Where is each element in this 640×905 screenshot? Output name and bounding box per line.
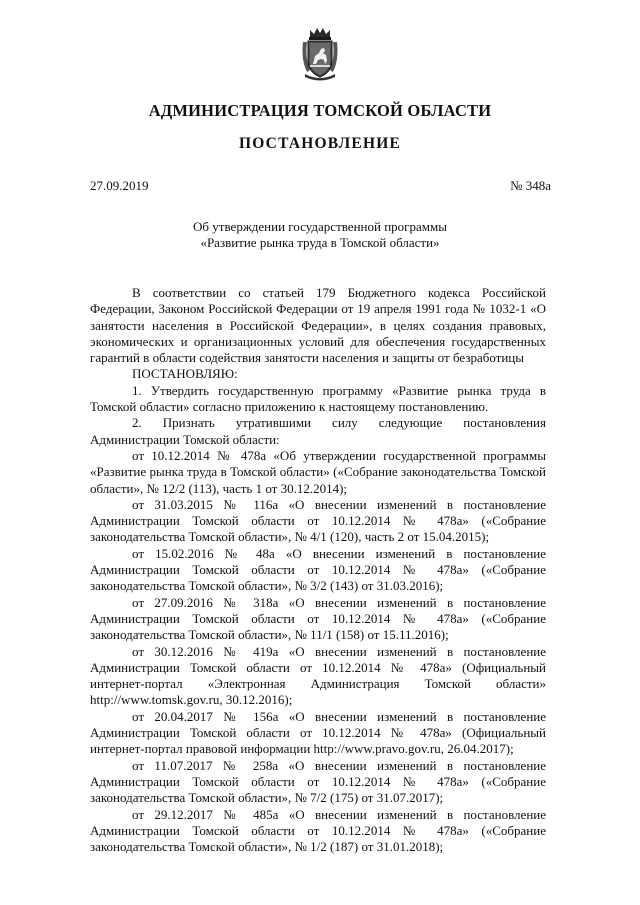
document-body [90, 285, 546, 855]
item-paragraph: 2. Признать утратившими силу следующие постановления Администрации Томской области: [90, 415, 546, 447]
tomsk-coat-of-arms-icon [301, 26, 339, 84]
resolve-heading: ПОСТАНОВЛЯЮ: [132, 366, 238, 382]
repealed-act-paragraph: от 30.12.2016 № 419а «О внесении изменений в постановление Администрации Томской области от 10.12.2014 № 478а» (Официальный интернет-портал «Электронная Администрация Томской области» http://www.tomsk.gov.ru, 30.12.2016); [90, 643, 546, 708]
document-type: ПОСТАНОВЛЕНИЕ [238, 135, 402, 152]
repealed-act-paragraph: от 29.12.2017 № 485а «О внесении изменений в постановление Администрации Томской области от 10.12.2014 № 478а» («Собрание законодательства Томской области», № 1/2 (187) от 31.01.2018); [90, 806, 546, 855]
repealed-act-paragraph: от 10.12.2014 № 478а «Об утверждении государственной программы «Развитие рынка труда в Томской области» («Собрание законодательства Томской области», № 12/2 (113), часть 1 от 30.12.2014); [90, 447, 546, 496]
subject-line: Об утверждении государственной программы [193, 219, 447, 234]
repealed-act-paragraph: от 20.04.2017 № 156а «О внесении изменений в постановление Администрации Томской области от 10.12.2014 № 478а» (Официальный интернет-портал правовой информации http://www.pravo.gov.ru, 26.04.2017); [90, 708, 546, 757]
document-number: № 348а [510, 178, 551, 193]
item-paragraph: 1. Утвердить государственную программу «Развитие рынка труда в Томской области» согласно приложению к настоящему постановлению. [90, 382, 546, 415]
organization-title: АДМИНИСТРАЦИЯ ТОМСКОЙ ОБЛАСТИ [148, 101, 492, 120]
repealed-act-paragraph: от 31.03.2015 № 116а «О внесении изменений в постановление Администрации Томской области от 10.12.2014 № 478а» («Собрание законодательства Томской области», № 4/1 (120), часть 2 от 15.04.2015); [90, 496, 546, 545]
repealed-act-paragraph: от 27.09.2016 № 318а «О внесении изменений в постановление Администрации Томской области от 10.12.2014 № 478а» («Собрание законодательства Томской области», № 11/1 (158) от 15.11.2016); [90, 594, 546, 643]
repealed-act-paragraph: от 11.07.2017 № 258а «О внесении изменений в постановление Администрации Томской области от 10.12.2014 № 478а» («Собрание законодательства Томской области», № 7/2 (175) от 31.07.2017); [90, 757, 546, 806]
document-date: 27.09.2019 [90, 178, 149, 193]
preamble-paragraph: В соответствии со статьей 179 Бюджетного кодекса Российской Федерации, Законом Российской Федерации от 19 апреля 1991 года № 1032-1 «О занятости населения в Российской Федерации», в целях создания правовых, экономических и организационных условий для обеспечения государственных гарантий в области содействия занятости населения и защиты от безработицы [90, 285, 546, 366]
subject-line: «Развитие рынка труда в Томской области» [200, 235, 440, 250]
repealed-act-paragraph: от 15.02.2016 № 48а «О внесении изменений в постановление Администрации Томской области от 10.12.2014 № 478а» («Собрание законодательства Томской области», № 3/2 (143) от 31.03.2016); [90, 545, 546, 594]
document-subject [0, 219, 640, 251]
